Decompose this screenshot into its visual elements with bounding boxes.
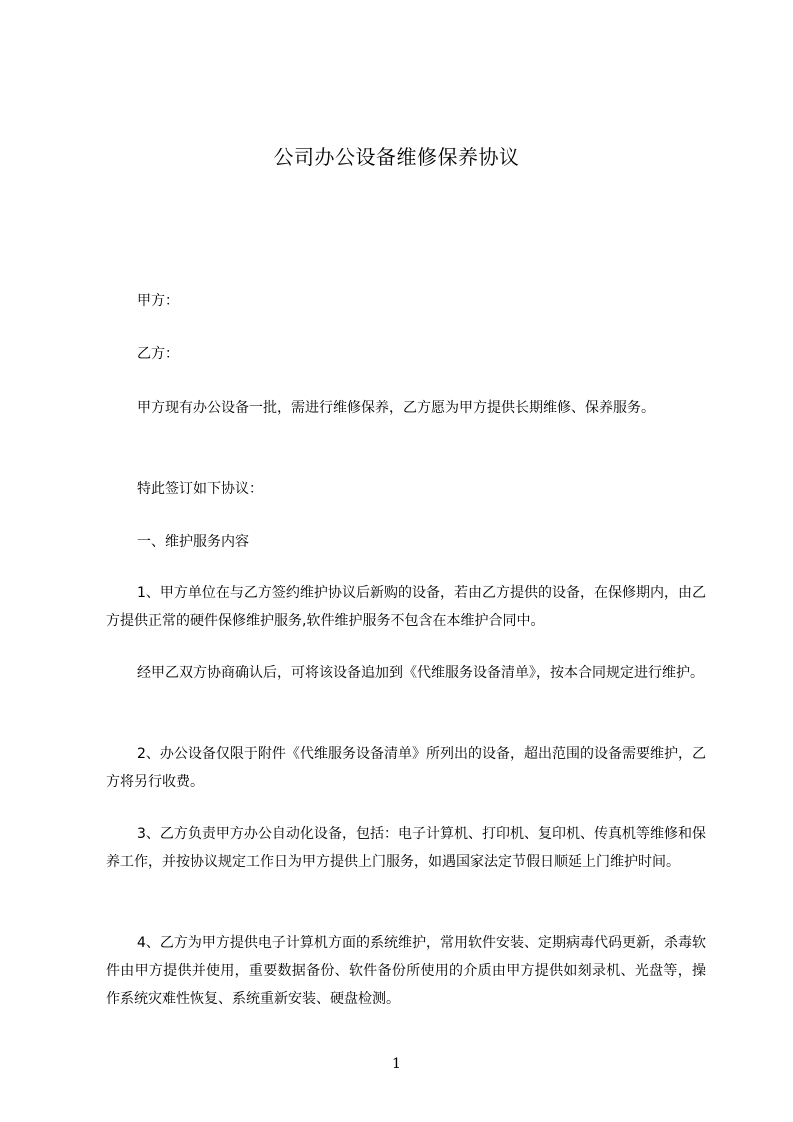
clause-3: 3、乙方负责甲方办公自动化设备，包括：电子计算机、打印机、复印机、传真机等维修和保养工作，并按协议规定工作日为甲方提供上门服务，如遇国家法定节假日顺延上门维护时间。 xyxy=(106,826,706,870)
party-a-line: 甲方： xyxy=(137,293,179,309)
clause-1-note: 经甲乙双方协商确认后，可将该设备追加到《代维服务设备清单》，按本合同规定进行维护。 xyxy=(137,665,704,681)
clause-4: 4、乙方为甲方提供电子计算机方面的系统维护，常用软件安装、定期病毒代码更新，杀毒软件由甲方提供并使用，重要数据备份、软件备份所使用的介质由甲方提供如刻录机、光盘等，操作系统灾难性恢复、系统重新安装、硬盘检测。 xyxy=(106,935,706,1007)
clause-1: 1、甲方单位在与乙方签约维护协议后新购的设备，若由乙方提供的设备，在保修期内，由乙方提供正常的硬件保修维护服务,软件维护服务不包含在本维护合同中。 xyxy=(106,585,706,629)
document-title: 公司办公设备维修保养协议 xyxy=(273,145,520,169)
party-b-line: 乙方： xyxy=(137,346,179,362)
section-1-heading: 一、维护服务内容 xyxy=(137,534,249,550)
intro-paragraph: 甲方现有办公设备一批，需进行维修保养，乙方愿为甲方提供长期维修、保养服务。 xyxy=(137,400,655,416)
clause-2: 2、办公设备仅限于附件《代维服务设备清单》所列出的设备，超出范围的设备需要维护，乙方将另行收费。 xyxy=(106,746,706,790)
agreement-lead: 特此签订如下协议： xyxy=(137,481,263,497)
page-number: 1 xyxy=(392,1056,401,1072)
